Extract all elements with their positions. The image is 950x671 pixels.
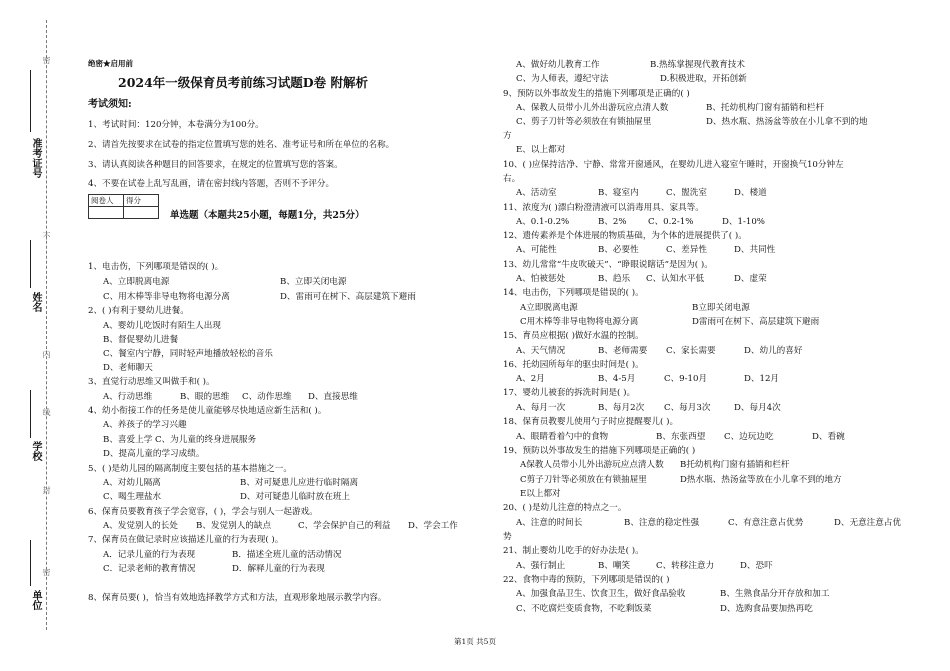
option-line: C、学会保护自己的利益: [298, 521, 391, 531]
option-line: D、虚荣: [734, 274, 767, 284]
seal-mark: 线: [42, 408, 51, 416]
option-line: D、幼儿的喜好: [744, 346, 803, 356]
option-line: B托幼机构门窗有插销和栏杆: [680, 460, 790, 470]
option-line: D、12月: [744, 374, 780, 384]
option-line: A、婴幼儿吃饭时有陌生人出现: [103, 321, 221, 331]
option-line: D、恐吓: [740, 561, 773, 571]
question-line: 9、预防以外事故发生的措施下列哪项是正确的( ): [503, 89, 690, 99]
option-line: C、家长需要: [666, 346, 716, 356]
option-line: B、寝室内: [598, 188, 639, 198]
option-line: D、学会工作: [408, 521, 458, 531]
question-line: 17、婴幼儿被套的拆洗时间是( )。: [503, 388, 636, 398]
option-line: A、可能性: [516, 245, 557, 255]
option-line: D、对可疑患儿临时放在班上: [240, 492, 351, 502]
question-line: 3、直觉行动思维又叫做手和( )。: [88, 377, 215, 387]
exam-number-label: 准考证号: [30, 138, 41, 178]
notes-item: 3、请认真阅读各种题目的回答要求，在规定的位置填写您的答案。: [88, 160, 343, 170]
option-line: A、保教人员带小儿外出游玩应点清人数: [516, 103, 669, 113]
question-line: 21、制止婴幼儿吃手的好办法是( )。: [503, 546, 644, 556]
option-line: E、以上都对: [516, 145, 566, 155]
score-cell: 得分: [124, 195, 159, 207]
option-line: A、每月一次: [516, 403, 566, 413]
option-line: A、注意的时间长: [516, 518, 583, 528]
score-input[interactable]: [124, 207, 159, 219]
option-line: B、对可疑患儿应进行临时隔离: [240, 478, 359, 488]
notes-item: 1、考试时间：120分钟，本卷满分为100分。: [88, 120, 264, 130]
section-title: 单选题（本题共25小题，每题1分，共25分）: [170, 210, 365, 221]
option-line: C、餐室内宁静，同时轻声地播放轻松的音乐: [103, 349, 273, 359]
question-line: 2、( )有利于婴幼儿进餐。: [88, 306, 189, 316]
option-line: C、0.2-1%: [648, 217, 694, 227]
option-line: A．记录儿童的行为表现: [103, 550, 196, 560]
option-line: D、老师聊天: [103, 363, 153, 373]
option-line: D.积极进取，开拓创新: [660, 74, 747, 84]
option-line: B、东张西望: [656, 432, 706, 442]
school-field[interactable]: [30, 390, 31, 438]
option-line: B、立即关闭电源: [280, 277, 347, 287]
option-line: B、趋乐: [598, 274, 631, 284]
option-line: B.热练掌握现代教育技术: [650, 60, 745, 70]
option-line: A、立即脱离电源: [103, 277, 170, 287]
option-line: D、楼道: [734, 188, 767, 198]
question-line: 6、保育员要教育孩子学会宽容，( )，学会与别人一起游戏。: [88, 507, 318, 517]
option-line: A、强行制止: [516, 561, 566, 571]
seal-mark: 封: [42, 486, 51, 494]
secret-mark: 绝密★启用前: [88, 59, 133, 68]
option-line: A、行动思维: [103, 392, 153, 402]
option-line: D、提高儿童的学习成绩。: [103, 449, 205, 459]
option-line: A立即脱离电源: [520, 303, 578, 313]
option-line: A保教人员带小儿外出游玩应点清人数: [520, 460, 664, 470]
option-line: C用木棒等非导电物将电源分离: [520, 317, 639, 327]
question-line: 4、幼小衔接工作的任务是使儿童能够尽快地适应新生活和( )。: [88, 406, 327, 416]
option-line: A、0.1-0.2%: [516, 217, 570, 227]
unit-label: 单位: [30, 590, 41, 610]
option-line: A、做好幼儿教育工作: [516, 60, 600, 70]
option-line: D、直接思维: [308, 392, 358, 402]
question-line: 8、保育员要( )，恰当有效地选择教学方式和方法，直观形象地展示教学内容。: [88, 593, 387, 603]
option-line: D、每月4次: [734, 403, 781, 413]
option-line: B、发觉别人的缺点: [196, 521, 272, 531]
question-line: 右。: [503, 174, 521, 184]
notes-heading: 考试须知:: [88, 99, 132, 110]
option-line: C、转移注意力: [656, 561, 715, 571]
option-line: B、老师需要: [598, 346, 648, 356]
option-line: B、喜爱上学 C、为儿童的终身进展服务: [103, 435, 257, 445]
option-line: 势: [503, 532, 512, 542]
option-line: B立即关闭电源: [692, 303, 750, 313]
option-line: C、盥洗室: [666, 188, 707, 198]
page-footer: 第1页 共5页: [454, 637, 496, 646]
seal-mark: 密: [42, 568, 51, 576]
question-line: 20、( )是幼儿注意的特点之一。: [503, 503, 627, 513]
option-line: C、用木棒等非导电物将电源分离: [103, 292, 230, 302]
option-line: C、不吃腐烂变质食物，不吃剩饭菜: [516, 604, 652, 614]
question-line: 13、幼儿常常“牛皮吹破天”、“睁眼说瞎话”是因为( )。: [503, 260, 713, 270]
question-line: 22、食物中毒的预防，下列哪项是错误的( ): [503, 575, 670, 585]
option-line: B、4-5月: [598, 374, 636, 384]
option-line: D、看碗: [812, 432, 845, 442]
option-line: C、差异性: [666, 245, 707, 255]
seal-line: [46, 20, 47, 630]
option-line: C、每月3次: [664, 403, 711, 413]
option-line: A、活动室: [516, 188, 557, 198]
score-box: [88, 194, 159, 219]
option-line: B、眼的思维: [180, 392, 230, 402]
option-line: D热水瓶、热汤盆等放在小儿拿不到的地方: [680, 475, 842, 485]
school-label: 学校: [30, 441, 41, 461]
seal-mark: 密: [42, 56, 51, 64]
question-line: 1、电击伤，下列哪项是错误的( )。: [88, 262, 224, 272]
option-line: B．描述全班儿童的活动情况: [232, 550, 342, 560]
notes-item: 4、不要在试卷上乱写乱画，请在密封线内答题，否则不予评分。: [88, 179, 335, 189]
option-line: A、养孩子的学习兴趣: [103, 420, 187, 430]
option-line: A、加强食品卫生、饮食卫生，做好食品验收: [516, 589, 686, 599]
option-line: B、生熟食品分开存放和加工: [720, 589, 830, 599]
question-line: 18、保育员教婴儿使用勺子时应提醒婴儿( )。: [503, 417, 679, 427]
question-line: 19、预防以外事故发生的措施下列哪项是正确的( ): [503, 446, 696, 456]
option-line: C、动作思维: [242, 392, 292, 402]
option-line: B、注意的稳定性强: [624, 518, 700, 528]
reviewer-input[interactable]: [89, 207, 124, 219]
option-line: B、每月2次: [598, 403, 645, 413]
option-line: A、怕被惩处: [516, 274, 566, 284]
option-line: A、2月: [516, 374, 545, 384]
option-line: D、选购食品要加热再吃: [720, 604, 813, 614]
option-line: E以上都对: [520, 489, 561, 499]
seal-mark: 内: [42, 350, 51, 358]
option-line: D、1-10%: [722, 217, 765, 227]
option-line: B、2%: [598, 217, 627, 227]
option-line: C、边玩边吃: [724, 432, 774, 442]
option-line: A、天气情况: [516, 346, 566, 356]
question-line: 12、遗传素养是个体进展的物质基础，为个体的进展提供了( )。: [503, 231, 747, 241]
seal-mark: 不: [42, 232, 51, 240]
name-field[interactable]: [30, 240, 31, 288]
binding-strip: [0, 0, 78, 671]
question-line: 10、( )应保持洁净、宁静、常常开窗通风，在婴幼儿进入寝室午睡时，开窗换气10分钟左: [503, 160, 844, 170]
option-line: A、眼睛看着勺中的食物: [516, 432, 609, 442]
question-line: 16、托幼园所每年的驱虫时间是( )。: [503, 360, 644, 370]
question-line: 15、育员应根据( )做好水温的控制。: [503, 331, 644, 341]
reviewer-cell: 阅卷人: [89, 195, 124, 207]
name-label: 姓名: [30, 292, 41, 312]
option-line: D．解释儿童的行为表现: [232, 564, 325, 574]
page-title: 2024年一级保育员考前练习试题D卷 附解析: [118, 75, 368, 90]
question-line: 7、保育员在做记录时应该描述儿童的行为表现( )。: [88, 535, 284, 545]
exam-number-field[interactable]: [30, 70, 31, 132]
option-line: 方: [503, 131, 512, 141]
option-line: C、9-10月: [664, 374, 708, 384]
option-line: D、无意注意占优: [834, 518, 902, 528]
option-line: C、有意注意占优势: [728, 518, 804, 528]
question-line: 14、电击伤，下列哪项是错误的( )。: [503, 288, 644, 298]
option-line: C、为人师表，遵纪守法: [516, 74, 609, 84]
option-line: B、托幼机构门窗有插销和栏杆: [706, 103, 825, 113]
notes-item: 2、请首先按要求在试卷的指定位置填写您的姓名、准考证号和所在单位的名称。: [88, 140, 395, 150]
option-line: C剪子刀针等必须放在有锁抽屉里: [520, 475, 647, 485]
option-line: B、必要性: [598, 245, 639, 255]
option-line: C、剪子刀针等必须放在有锁抽屉里: [516, 117, 652, 127]
option-line: C、喝生理盐水: [103, 492, 162, 502]
option-line: D、雷雨可在树下、高层建筑下避雨: [280, 292, 416, 302]
option-line: D、热水瓶、热汤盆等放在小儿拿不到的地: [706, 117, 868, 127]
option-line: A、对幼儿隔离: [103, 478, 161, 488]
question-line: 11、浓度为( )漂白粉澄清液可以消毒用具、家具等。: [503, 203, 704, 213]
option-line: B、嘲笑: [598, 561, 631, 571]
option-line: A、发觉别人的长处: [103, 521, 178, 531]
option-line: B、督促婴幼儿进餐: [103, 335, 179, 345]
question-line: 5、( )是幼儿园的隔离制度主要包括的基本措施之一。: [88, 464, 292, 474]
unit-field[interactable]: [30, 540, 31, 586]
option-line: C．记录老师的教育情况: [103, 564, 196, 574]
option-line: C、认知水平低: [646, 274, 705, 284]
option-line: D、共同性: [734, 245, 776, 255]
option-line: D雷雨可在树下、高层建筑下避雨: [692, 317, 820, 327]
